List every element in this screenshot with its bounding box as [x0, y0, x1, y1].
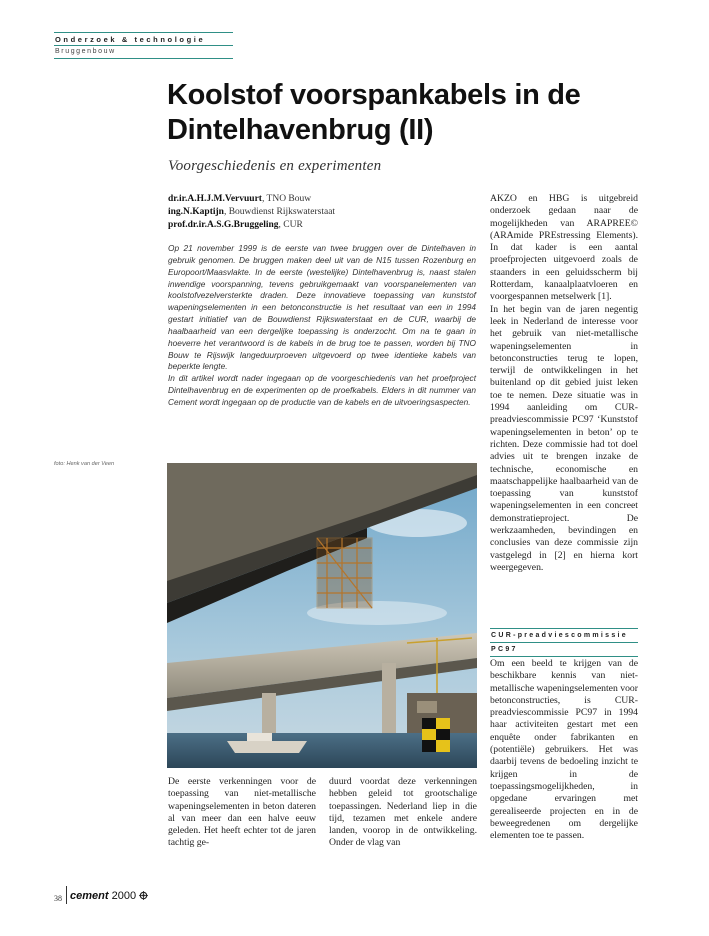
body-column-3-section-2 [490, 658, 638, 842]
author-3-name: prof.dr.ir.A.S.G.Bruggeling [168, 220, 279, 230]
author-list [168, 193, 478, 232]
page-number: 38 [54, 894, 62, 903]
header-top-rule [54, 32, 233, 33]
box-heading-2 [491, 645, 639, 655]
author-3 [168, 219, 478, 232]
section-label: Onderzoek & technologie [55, 35, 206, 44]
author-1-affiliation: , TNO Bouw [261, 194, 312, 204]
body-column-3-paragraph-3: Om een beeld te krijgen van de beschikbare kennis van niet-metallische wapeningselementen voor betonconstructies, is CUR-preadviescommissie PC97 in 1994 haar activiteiten gestart met een enquête onder fabrikanten en (potentiële) gebruikers. Het was daarbij tevens de bedoeling inzicht te krijgen in de toepassingsmogelijkheden, in opgedane ervaringen met gerealiseerde projecten en in de beweegredenen om dergelijke elementen toe te passen. [490, 658, 638, 842]
author-2 [168, 206, 478, 219]
body-column-2 [329, 776, 477, 850]
header-middle-rule [54, 45, 233, 46]
author-2-affiliation: , Bouwdienst Rijkswaterstaat [223, 207, 336, 217]
box-heading-line2: PC97 [491, 646, 518, 653]
footer-divider [66, 886, 67, 904]
magazine-year: 2000 [111, 890, 137, 902]
body-column-3 [490, 193, 638, 574]
intro-paragraph-1: Op 21 november 1999 is de eerste van twee bruggen over de Dintelhaven in gebruik genomen. De bruggen maken deel uit van de N15 tussen Rozenburg en Europoort/Maasvlakte. In de eerste (westelijke) Dintelhavenbrug is, naast stalen inwendige voorspanning, tevens gebruikgemaakt van voorspanelementen van koolstofvezelversterkte draden. Deze innovatieve toepassing van kunststof wapeningselementen in een betonconstructie is het resultaat van een in 1994 gestart initiatief van de Bouwdienst Rijkswaterstaat en de CUR, waarbij de haalbaarheid van een dergelijke toepassing is onderzocht. Om na te gaan in hoeverre het verantwoord is de kabels in de brug toe te passen, worden bij TNO Bouw te Rijswijk langeduurproeven uitgevoerd op twee identieke kabels van beperkte lengte. [168, 243, 476, 372]
box-heading-line1: CUR-preadviescommissie [491, 632, 628, 639]
body-column-3-paragraph-1: AKZO en HBG is uitgebreid onderzoek gedaan naar de mogelijkheden van ARAPREE© (ARAmide PREstressing Elements). In dat kader is een aantal proefprojecten uitgevoerd zoals de staanders in een geluidsscherm bij Rotterdam, kanaalplaatvloeren en voorgespannen metselwerk [1]. [490, 193, 638, 303]
intro-paragraph-2: In dit artikel wordt nader ingegaan op de voorgeschiedenis van het proefproject Dintelhavenbrug en de experimenten op de proefkabels. Elders in dit nummer van Cement wordt ingegaan op de productie van de kabels en de uitvoeringsaspecten. [168, 373, 476, 407]
body-column-1-text: De eerste verkenningen voor de toepassing van niet-metallische wapeningselementen in beton dateren al van meer dan een halve eeuw geleden. Het heeft echter tot de jaren tachtig ge- [168, 776, 316, 849]
article-title [167, 78, 687, 148]
author-1 [168, 193, 478, 206]
footer-magazine [70, 890, 148, 902]
author-1-name: dr.ir.A.H.J.M.Vervuurt [168, 194, 262, 204]
photo-credit: foto: Henk van der Veen [54, 461, 115, 467]
article-title-line1: Koolstof voorspankabels in de [167, 79, 581, 111]
box-heading [491, 631, 639, 641]
article-title-line2: Dintelhavenbrug (II) [167, 114, 434, 146]
article-intro [168, 243, 476, 409]
magazine-name: cement [70, 890, 109, 902]
box-heading-middle-rule [490, 642, 638, 643]
subsection-label: Bruggenbouw [55, 48, 116, 55]
bridge-photo-graphic [167, 463, 477, 768]
cement-logo-icon [139, 891, 148, 900]
box-heading-bottom-rule [490, 656, 638, 657]
header-bottom-rule [54, 58, 233, 59]
author-3-affiliation: , CUR [278, 220, 303, 230]
body-column-1 [168, 776, 316, 850]
bridge-photo [167, 463, 477, 768]
body-column-3-paragraph-2: In het begin van de jaren negentig leek in Nederland de interesse voor het gebruik van niet-metallische wapeningselementen in betonconstructies terug te lopen, terwijl de ontwikkelingen in het buitenland op dit gebied juist leken toe te nemen. Deze situatie was in 1994 aanleiding om CUR-preadviescommissie PC97 ‘Kunststof wapeningselementen in beton’ op te richten. Deze commissie had tot doel advies uit te brengen inzake de technische, economische en maatschappelijke haalbaarheid van de toepassing van kunststof wapeningselementen in een concreet demonstratieproject. De werkzaamheden, bevindingen en conclusies van deze commissie zijn vastgelegd in [2] en hierna kort weergegeven. [490, 303, 638, 573]
article-subtitle: Voorgeschiedenis en experimenten [168, 158, 382, 174]
author-2-name: ing.N.Kaptijn [168, 207, 224, 217]
box-heading-top-rule [490, 628, 638, 629]
body-column-2-text: duurd voordat deze verkenningen hebben geleid tot grootschalige toepassingen. Nederland liep in die tijd, tezamen met enkele andere landen, voorop in de ontwikkeling. Onder de vlag van [329, 776, 477, 849]
